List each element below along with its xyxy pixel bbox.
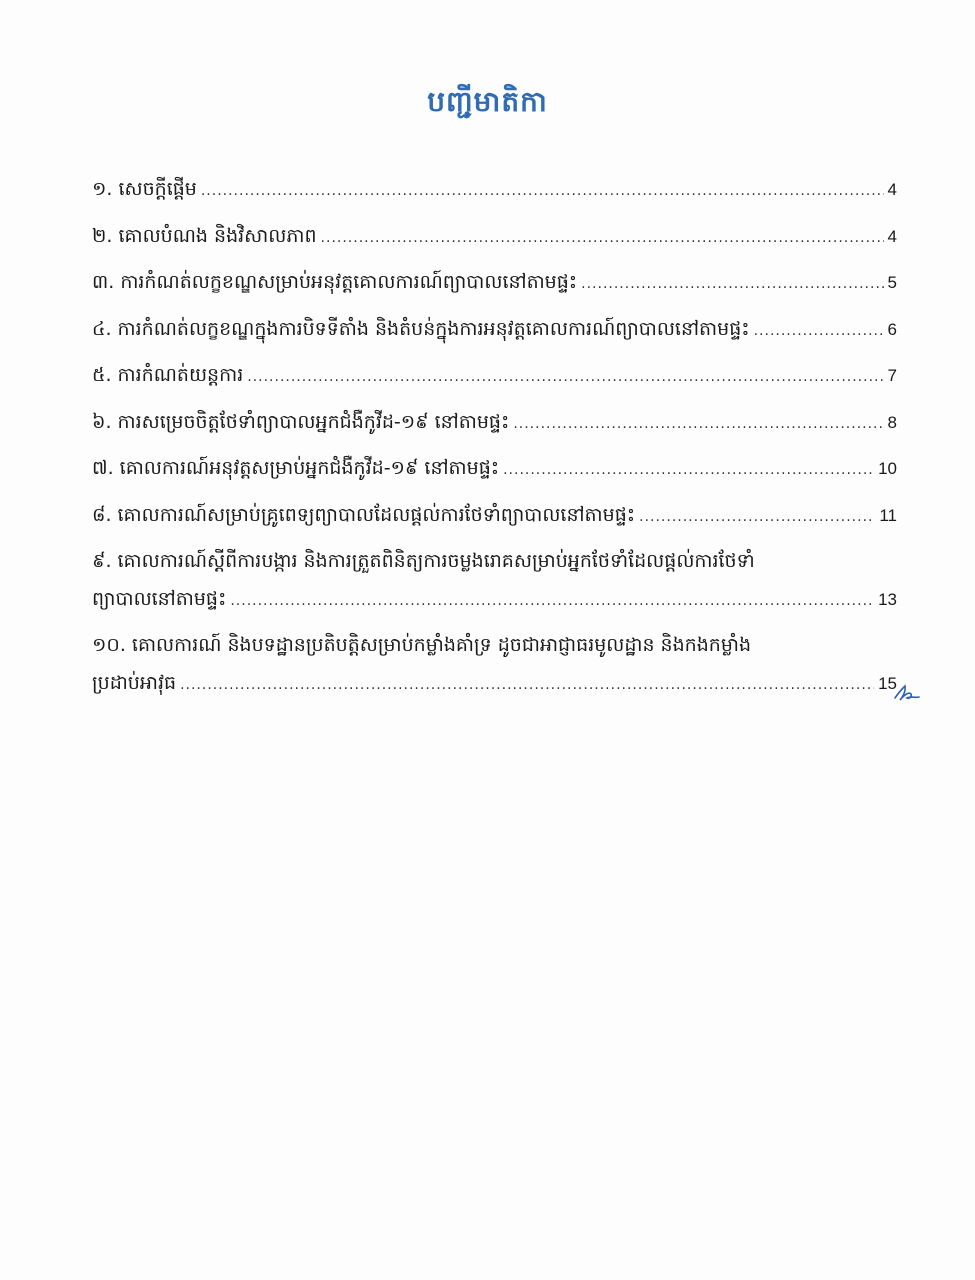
toc-entry-9 [92, 542, 897, 624]
toc-entry-label: ៦. ការសម្រេចចិត្តថែទាំព្យាបាលអ្នកជំងឺកូវីដ-១៩ នៅតាមផ្ទះ [92, 410, 510, 433]
toc-entry-6 [92, 401, 897, 448]
dot-leader [180, 666, 874, 704]
toc-entry-page: 10 [878, 459, 897, 478]
toc-entry-label: ៣. ការកំណត់លក្ខខណ្ឌសម្រាប់អនុវត្តគោលការណ៍ព្យាបាលនៅតាមផ្ទះ [92, 271, 578, 293]
toc-entry-page: 13 [878, 590, 897, 609]
toc-entry-page: 8 [887, 412, 897, 432]
toc-entry-page: 4 [887, 226, 897, 246]
toc-entry-page: 5 [887, 273, 897, 292]
dot-leader [639, 496, 875, 538]
toc-title: បញ្ជីមាតិកា [427, 85, 548, 118]
toc-entry-1 [92, 168, 897, 215]
toc-entry-3 [92, 261, 897, 308]
table-of-contents [92, 168, 897, 708]
toc-entry-10 [92, 626, 897, 708]
toc-entry-label: ៨. គោលការណ៍សម្រាប់គ្រូពេទ្យព្យាបាលដែលផ្តល់ការថែទាំព្យាបាលនៅតាមផ្ទះ [92, 503, 636, 526]
handwritten-initial-signature [893, 682, 923, 704]
dot-leader [503, 449, 874, 491]
dot-leader [321, 217, 884, 259]
toc-entry-page: 6 [887, 319, 897, 339]
toc-entry-label-line1: ៩. គោលការណ៍ស្តីពីការបង្ការ និងការត្រួតពិនិត្យការចម្លងរោគសម្រាប់អ្នកថែទាំដែលផ្តល់ការថែទាំ [92, 550, 755, 572]
dot-leader [581, 263, 883, 305]
toc-entry-label: ៤. ការកំណត់លក្ខខណ្ឌក្នុងការបិទទីតាំង និងតំបន់ក្នុងការអនុវត្តគោលការណ៍ព្យាបាលនៅតាមផ្ទះ [92, 317, 750, 340]
dot-leader [247, 356, 883, 398]
toc-entry-line2 [92, 664, 897, 704]
toc-entry-page: 11 [879, 505, 897, 525]
toc-entry-label: ៧. គោលការណ៍អនុវត្តសម្រាប់អ្នកជំងឺកូវីដ-១៩ នៅតាមផ្ទះ [92, 457, 500, 479]
dot-leader [513, 403, 883, 445]
toc-entry-label: ១. សេចក្តីផ្តើម [92, 178, 197, 200]
toc-entry-5 [92, 354, 897, 401]
toc-entry-page: 4 [887, 180, 897, 199]
toc-entry-7 [92, 447, 897, 494]
toc-entry-label: ២. គោលបំណង និងវិសាលភាព [92, 224, 317, 247]
dot-leader [230, 582, 874, 620]
dot-leader [201, 170, 884, 212]
toc-entry-label-line2: ព្យាបាលនៅតាមផ្ទះ [92, 588, 227, 610]
toc-entry-2 [92, 215, 897, 262]
toc-entry-page: 7 [887, 366, 897, 385]
toc-entry-page: 15 [878, 674, 897, 693]
toc-entry-8 [92, 494, 897, 541]
toc-entry-label-line1: ១០. គោលការណ៍ និងបទដ្ឋានប្រតិបត្តិសម្រាប់កម្លាំងគាំទ្រ ដូចជាអាជ្ញាធរមូលដ្ឋាន និងកងកម្លាំង [92, 634, 752, 656]
toc-entry-line2 [92, 580, 897, 620]
toc-entry-label: ៥. ការកំណត់យន្តការ [92, 364, 244, 386]
dot-leader [754, 310, 884, 352]
toc-entry-label-line2: ប្រដាប់អាវុធ [92, 672, 177, 694]
toc-entry-4 [92, 308, 897, 355]
